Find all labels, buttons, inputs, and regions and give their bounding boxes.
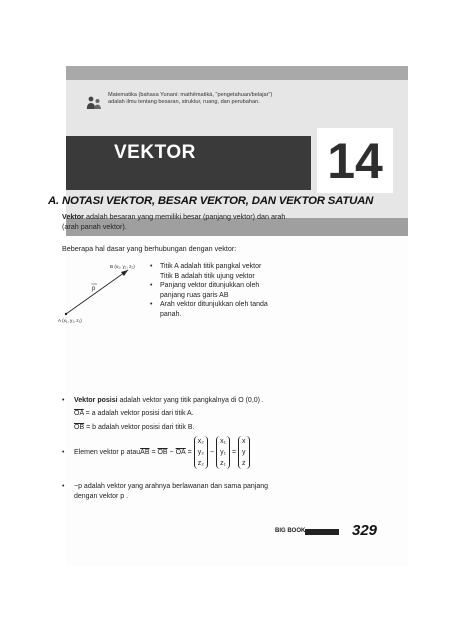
matrix-b-x: x₂ bbox=[197, 438, 204, 445]
bullet-direction bbox=[150, 300, 300, 310]
chapter-banner bbox=[66, 66, 408, 236]
chapter-number-box bbox=[317, 128, 393, 193]
ob-equals: = b bbox=[84, 424, 96, 431]
definition-rest: adalah besaran yang memiliki besar (panjang vektor) dan arah (arah panah vektor). bbox=[62, 212, 286, 231]
matrix-b bbox=[194, 436, 208, 469]
bullet-2-line-2: panjang ruas garis AB bbox=[160, 291, 229, 299]
position-vector-line bbox=[62, 396, 312, 406]
intro-text bbox=[108, 92, 328, 106]
matrix-a-z: z₁ bbox=[220, 460, 226, 467]
arrowhead-icon bbox=[121, 270, 128, 276]
ab-vector: $\overline{AB}$ bbox=[140, 448, 150, 456]
intro-line-1: Matematika (bahasa Yunani: mathēmatiká, "pengetahuan/belajar") bbox=[108, 92, 273, 98]
chapter-title: VEKTOR bbox=[114, 142, 196, 163]
vector-line bbox=[66, 270, 128, 314]
matrix-result-y: y bbox=[242, 449, 246, 456]
vector-bullets bbox=[150, 262, 300, 320]
position-vector-rest: adalah vektor yang titik pangkalnya di O (0,0) . bbox=[117, 397, 264, 404]
equals-2: = bbox=[185, 448, 192, 456]
negative-line-1: −p adalah vektor yang arahnya berlawanan dan sama panjang bbox=[74, 483, 269, 490]
oa-vector-2: $\overline{OA}$ bbox=[175, 448, 186, 456]
bullet-marker: • bbox=[62, 483, 65, 490]
footer-bar bbox=[305, 529, 339, 535]
bullet-3-line-1: Arah vektor ditunjukkan oleh tanda bbox=[160, 301, 268, 309]
bullet-length bbox=[150, 281, 300, 291]
label-p: p bbox=[92, 286, 96, 292]
negative-vector-text bbox=[62, 482, 312, 502]
bullet-1-line-2: Titik B adalah titik ujung vektor bbox=[160, 272, 255, 280]
matrix-equals: = bbox=[231, 448, 237, 456]
chapter-number: 14 bbox=[327, 133, 383, 189]
page-number: 329 bbox=[352, 522, 378, 539]
bullet-3-line-2: panah. bbox=[160, 310, 182, 318]
label-b: B (x₂, y₂, z₂) bbox=[110, 264, 135, 269]
ob-description: adalah vektor posisi dari titik B. bbox=[96, 424, 195, 431]
ob-vector-2: $\overline{OB}$ bbox=[157, 448, 168, 456]
bullet-marker: • bbox=[62, 397, 65, 404]
oa-line bbox=[74, 409, 324, 419]
matrix-result-z: z bbox=[242, 460, 246, 467]
bullet-1-line-1: Titik A adalah titik pangkal vektor bbox=[160, 263, 262, 270]
elemen-vektor-line bbox=[62, 436, 312, 469]
matrix-a-y: y₁ bbox=[220, 449, 226, 456]
section-title: A. NOTASI VEKTOR, BESAR VEKTOR, DAN VEKTOR SATUAN bbox=[48, 195, 374, 207]
bullet-marker: • bbox=[62, 448, 65, 456]
matrix-minus: − bbox=[209, 448, 215, 456]
minus-sign: − bbox=[167, 448, 176, 456]
bullet-2-line-1: Panjang vektor ditunjukkan oleh bbox=[160, 282, 260, 290]
oa-equals: = a bbox=[83, 410, 96, 417]
banner-top-stripe bbox=[66, 66, 408, 80]
matrix-result bbox=[238, 436, 250, 469]
elemen-prefix: Elemen vektor p atau bbox=[74, 448, 141, 456]
ob-line bbox=[74, 423, 324, 433]
vector-definition bbox=[62, 212, 302, 232]
bullet-points bbox=[150, 262, 300, 272]
footer-label: BIG BOOK bbox=[275, 528, 306, 534]
vector-diagram bbox=[58, 256, 148, 324]
matrix-a-x: x₁ bbox=[220, 438, 226, 445]
oa-description: adalah vektor posisi dari titik A. bbox=[95, 410, 194, 417]
point-a bbox=[65, 313, 67, 315]
intro-list-text: Beberapa hal dasar yang berhubungan dengan vektor: bbox=[62, 244, 237, 253]
people-icon bbox=[86, 96, 102, 110]
negative-line-2: dengan vektor p . bbox=[74, 493, 129, 500]
definition-term: Vektor bbox=[62, 212, 84, 221]
intro-line-2: adalah ilmu tentang besaran, struktur, ruang, dan perubahan. bbox=[108, 99, 260, 105]
matrix-b-z: z₂ bbox=[197, 460, 204, 467]
ob-vector: $\overline{OB}$ bbox=[74, 424, 85, 431]
matrix-b-y: y₂ bbox=[197, 449, 204, 456]
label-a: A (x₁, y₁, z₁) bbox=[58, 318, 82, 323]
equals-1: = bbox=[149, 448, 158, 456]
position-vector-term: Vektor posisi bbox=[74, 397, 118, 404]
matrix-result-x: x bbox=[242, 438, 246, 445]
oa-vector: $\overline{OA}$ bbox=[74, 410, 84, 417]
matrix-a bbox=[216, 436, 230, 469]
